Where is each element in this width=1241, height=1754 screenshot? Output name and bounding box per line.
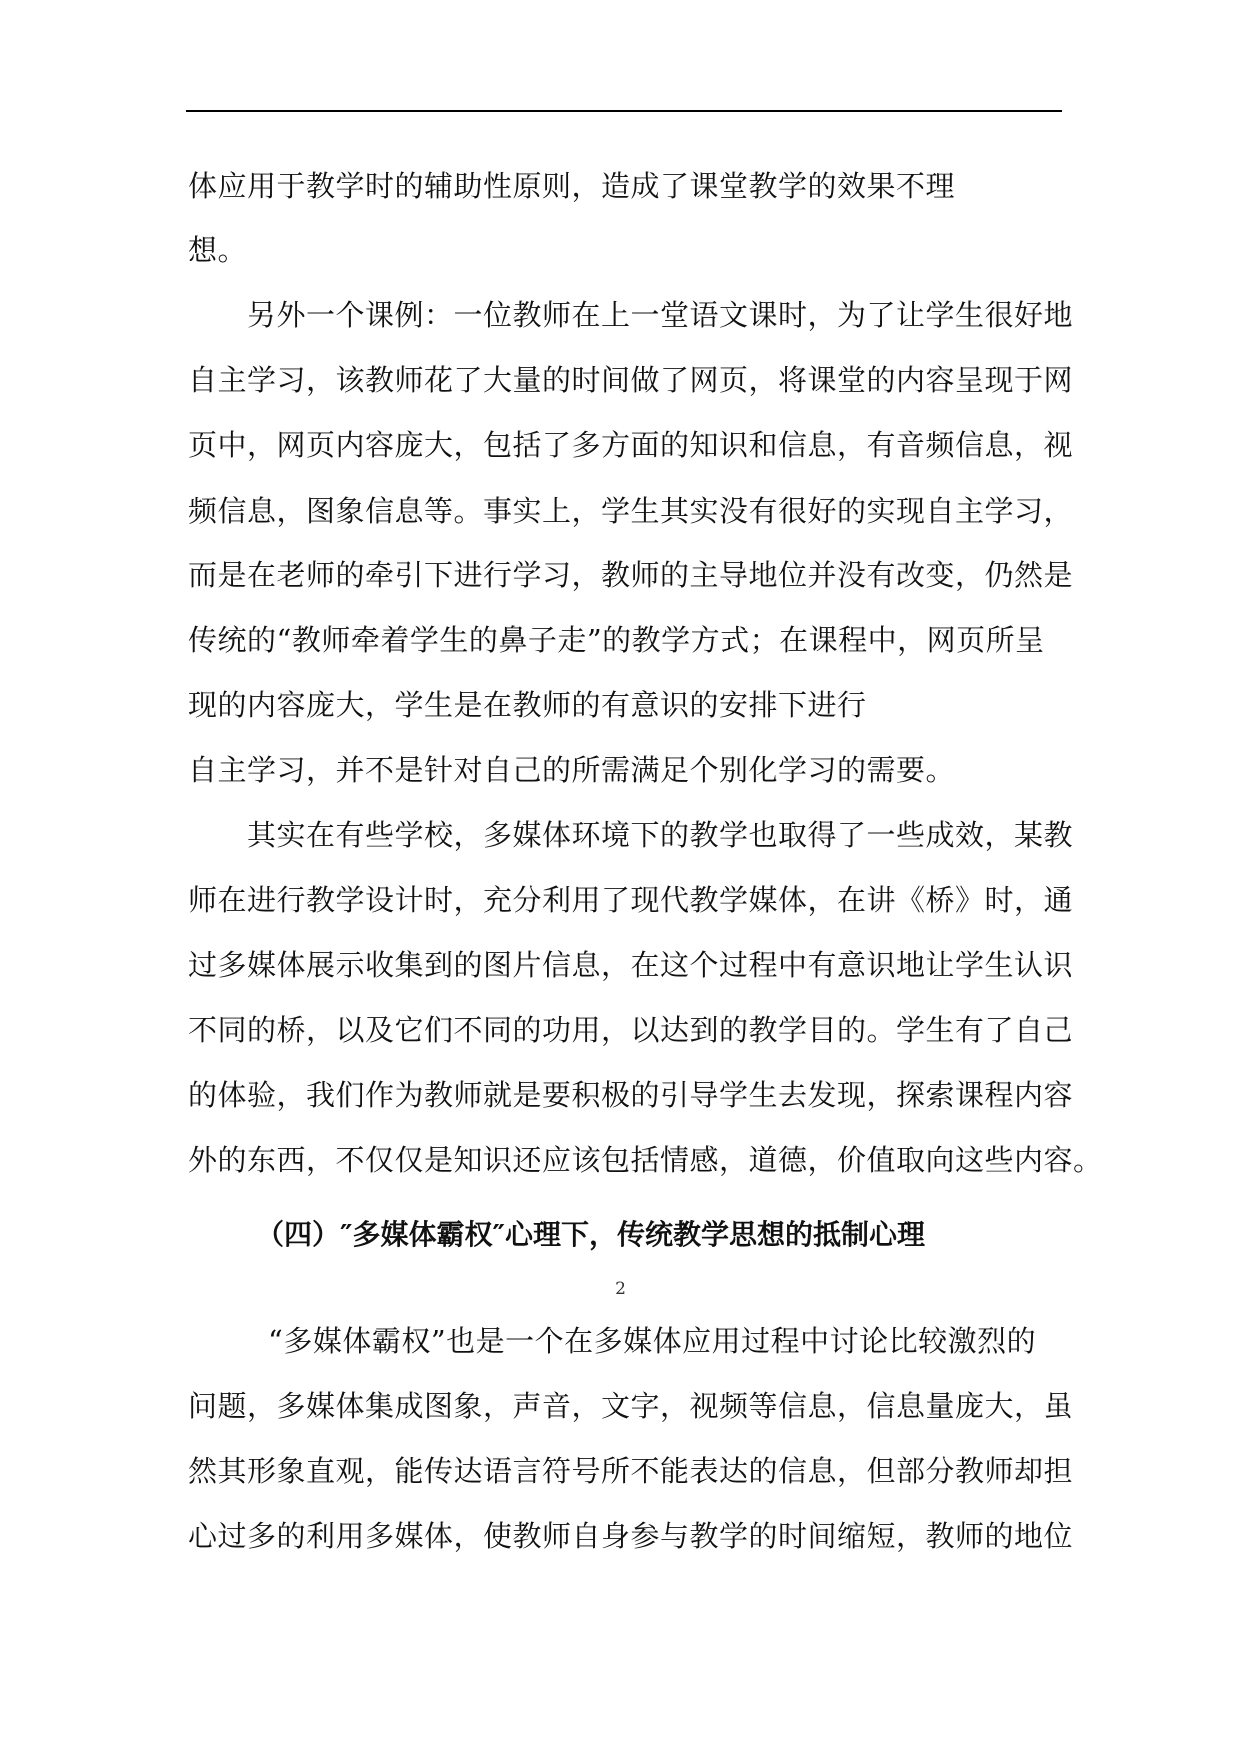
body-line: 体应用于教学时的辅助性原则，造成了课堂教学的效果不理	[188, 169, 956, 203]
body-line: 自主学习，该教师花了大量的时间做了网页，将课堂的内容呈现于网	[188, 363, 1074, 397]
body-line: 外的东西，不仅仅是知识还应该包括情感，道德，价值取向这些内容。	[188, 1143, 1103, 1177]
body-line: 的体验，我们作为教师就是要积极的引导学生去发现，探索课程内容	[188, 1078, 1074, 1112]
body-line: 师在进行教学设计时，充分利用了现代教学媒体，在讲《桥》时，通	[188, 883, 1074, 917]
body-line: 问题，多媒体集成图象，声音，文字，视频等信息，信息量庞大，虽	[188, 1389, 1074, 1423]
paragraph-start-line: 其实在有些学校，多媒体环境下的教学也取得了一些成效，某教	[247, 818, 1074, 852]
section-heading: （四）″多媒体霸权″心理下，传统教学思想的抵制心理	[256, 1218, 926, 1251]
header-rule	[186, 110, 1062, 112]
body-line: 现的内容庞大，学生是在教师的有意识的安排下进行	[188, 688, 867, 722]
page-number: 2	[615, 1279, 626, 1299]
body-line: 页中，网页内容庞大，包括了多方面的知识和信息，有音频信息，视	[188, 428, 1074, 462]
body-line: 而是在老师的牵引下进行学习，教师的主导地位并没有改变，仍然是	[188, 558, 1074, 592]
body-line: 心过多的利用多媒体，使教师自身参与教学的时间缩短，教师的地位	[188, 1519, 1074, 1553]
paragraph-start-line: “多媒体霸权”也是一个在多媒体应用过程中讨论比较激烈的	[268, 1324, 1037, 1358]
body-line: 频信息，图象信息等。事实上，学生其实没有很好的实现自主学习，	[188, 494, 1074, 528]
paragraph-start-line: 另外一个课例：一位教师在上一堂语文课时，为了让学生很好地	[247, 298, 1074, 332]
body-line: 不同的桥，以及它们不同的功用，以达到的教学目的。学生有了自己	[188, 1013, 1074, 1047]
body-line: 然其形象直观，能传达语言符号所不能表达的信息，但部分教师却担	[188, 1454, 1074, 1488]
body-line: 过多媒体展示收集到的图片信息，在这个过程中有意识地让学生认识	[188, 948, 1074, 982]
body-line: 自主学习，并不是针对自己的所需满足个别化学习的需要。	[188, 753, 956, 787]
body-line: 想。	[188, 233, 248, 267]
body-line: 传统的“教师牵着学生的鼻子走”的教学方式；在课程中，网页所呈	[188, 623, 1045, 657]
